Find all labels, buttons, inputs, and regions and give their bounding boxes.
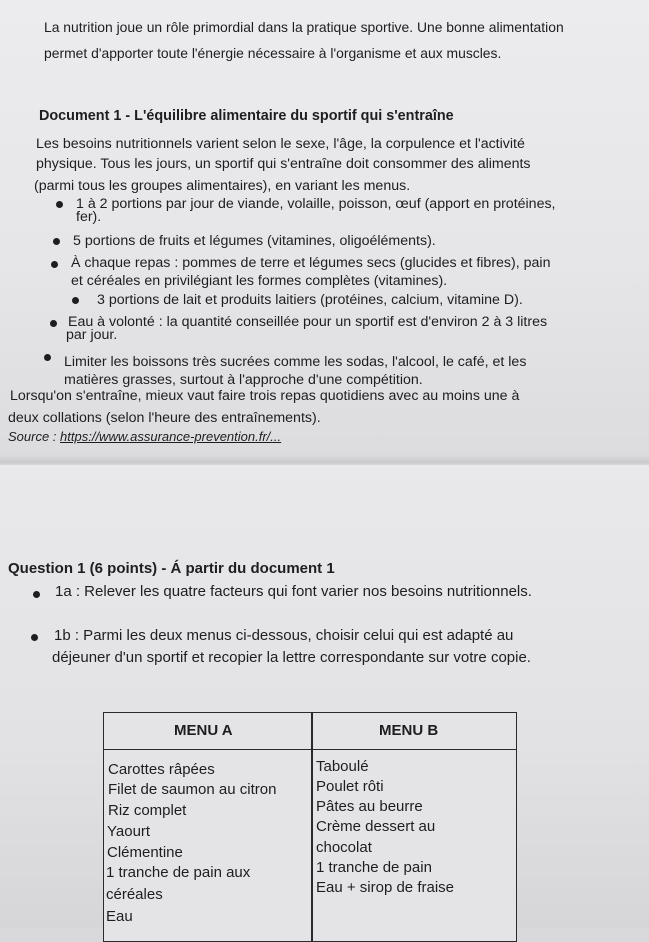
bullet-dot: [51, 261, 58, 268]
source-link[interactable]: https://www.assurance-prevention.fr/...: [60, 429, 282, 444]
bullet-6-line-2: matières grasses, surtout à l'approche d'une compétition.: [64, 372, 423, 388]
question-1b-line-1: 1b : Parmi les deux menus ci-dessous, choisir celui qui est adapté au: [54, 627, 514, 644]
menu-b-item: Taboulé: [316, 758, 369, 775]
menu-a-item: Eau: [106, 908, 133, 925]
menu-b-item: Crème dessert au: [316, 818, 436, 835]
bullet-5-line-1: Eau à volonté : la quantité conseillée pour un sportif est d'environ 2 à 3 litres: [68, 314, 548, 330]
menu-b-item: Eau + sirop de fraise: [316, 879, 454, 896]
bullet-5-line-2: par jour.: [66, 327, 118, 343]
menu-table-column-divider: [311, 713, 313, 941]
bullet-dot: [31, 634, 38, 641]
menu-a-item: Filet de saumon au citron: [108, 781, 277, 798]
menu-a-item: Yaourt: [107, 823, 151, 840]
menu-a-item: céréales: [106, 886, 163, 903]
bullet-6-line-1: Limiter les boissons très sucrées comme les sodas, l'alcool, le café, et les: [64, 354, 527, 370]
intro-line-2: permet d'apporter toute l'énergie nécessaire à l'organisme et aux muscles.: [44, 45, 502, 61]
question-title: Question 1 (6 points) - Á partir du document 1: [8, 560, 335, 577]
document-source: [8, 428, 281, 446]
menu-a-item: Riz complet: [108, 802, 187, 819]
bullet-dot: [44, 354, 51, 361]
bullet-dot: [56, 201, 63, 208]
intro-line-1: La nutrition joue un rôle primordial dans la pratique sportive. Une bonne alimentation: [44, 19, 564, 35]
menu-b-header: MENU B: [379, 722, 439, 739]
document-closing-line-1: Lorsqu'on s'entraîne, mieux vaut faire trois repas quotidiens avec au moins une à: [10, 388, 520, 404]
menu-table: [103, 712, 517, 942]
source-label: Source :: [8, 429, 61, 444]
question-1a: 1a : Relever les quatre facteurs qui font varier nos besoins nutritionnels.: [55, 583, 532, 600]
document-closing-line-2: deux collations (selon l'heure des entraînements).: [8, 410, 321, 426]
menu-table-header-row: [104, 713, 516, 750]
menu-a-item: Clémentine: [107, 844, 183, 861]
bullet-3-line-1: À chaque repas : pommes de terre et légumes secs (glucides et fibres), pain: [71, 255, 551, 271]
bullet-2-line-1: 5 portions de fruits et légumes (vitamines, oligoéléments).: [73, 233, 436, 249]
question-1b-line-2: déjeuner d'un sportif et recopier la lettre correspondante sur votre copie.: [52, 649, 531, 666]
menu-b-item: chocolat: [316, 839, 372, 856]
bullet-dot: [33, 591, 40, 598]
bullet-4-line-1: 3 portions de lait et produits laitiers (protéines, calcium, vitamine D).: [97, 292, 523, 308]
document-paragraph-line-1: Les besoins nutritionnels varient selon le sexe, l'âge, la corpulence et l'activité: [36, 136, 525, 152]
menu-b-item: Pâtes au beurre: [316, 798, 423, 815]
menu-b-item: 1 tranche de pain: [316, 859, 432, 876]
bullet-1-line-2: fer).: [76, 209, 102, 225]
page-fold-shadow: [0, 455, 649, 467]
menu-b-item: Poulet rôti: [316, 778, 384, 795]
document-paragraph-line-3: (parmi tous les groupes alimentaires), en variant les menus.: [34, 178, 411, 194]
bullet-1-line-1: 1 à 2 portions par jour de viande, volaille, poisson, œuf (apport en protéines,: [76, 196, 556, 212]
bullet-dot: [53, 238, 60, 245]
menu-a-item: 1 tranche de pain aux: [106, 864, 251, 881]
menu-a-header: MENU A: [174, 722, 233, 739]
menu-a-item: Carottes râpées: [108, 761, 215, 778]
bullet-dot: [72, 297, 79, 304]
bullet-3-line-2: et céréales en privilégiant les formes complètes (vitamines).: [71, 273, 448, 289]
document-title: Document 1 - L'équilibre alimentaire du sportif qui s'entraîne: [39, 108, 454, 124]
document-paragraph-line-2: physique. Tous les jours, un sportif qui s'entraîne doit consommer des aliments: [36, 156, 531, 172]
bullet-dot: [50, 320, 57, 327]
